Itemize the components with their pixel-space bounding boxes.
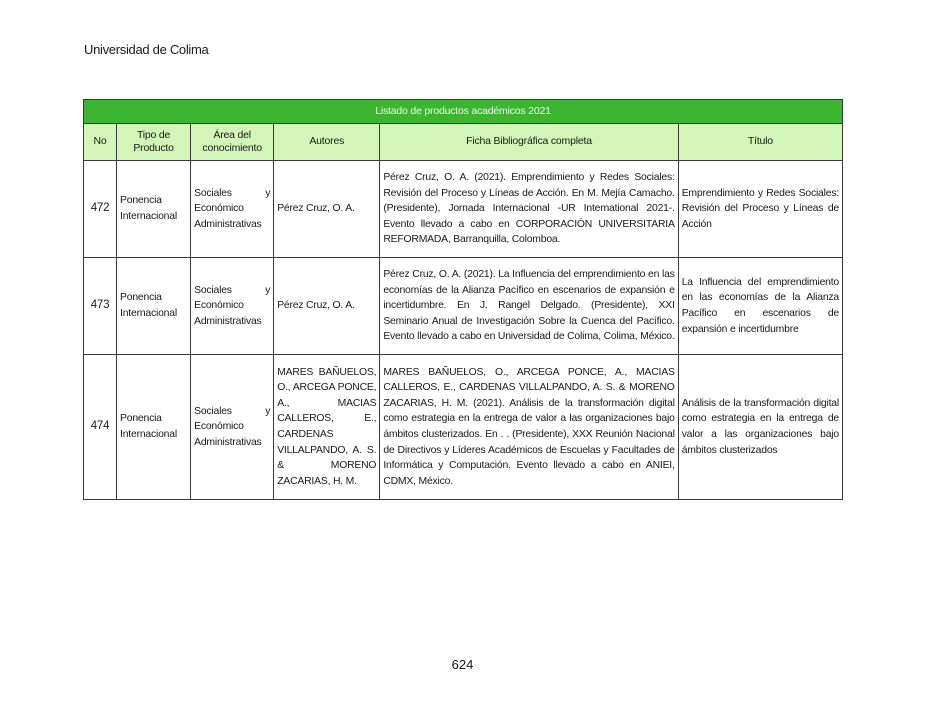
row-ficha: Pérez Cruz, O. A. (2021). La Influencia del emprendimiento en las economías de la Alianza Pacífico en escenarios de expansión e incertidumbre. En J. Rangel Delgado. (Presidente), XXI Seminario Anual de Investigación Sobre la Cuenca del Pacífico. Evento llevado a cabo en Universidad de Colima, Colima, México.: [380, 258, 678, 355]
row-number: 472: [84, 161, 117, 258]
row-autores: MARES BAÑUELOS, O., ARCEGA PONCE, A., MACIAS CALLEROS, E., CARDENAS VILLALPANDO, A. S. & MORENO ZACARIAS, H. M.: [274, 355, 380, 500]
row-titulo: La Influencia del emprendimiento en las economías de la Alianza Pacífico en escenarios de expansión e incertidumbre: [678, 258, 842, 355]
row-tipo: Ponencia Internacional: [117, 258, 191, 355]
table-row: [84, 355, 843, 500]
col-header-no: No: [84, 124, 117, 161]
col-header-autores: Autores: [274, 124, 380, 161]
row-autores: Pérez Cruz, O. A.: [274, 258, 380, 355]
table-row: [84, 258, 843, 355]
column-header-row: [84, 124, 843, 161]
row-ficha: MARES BAÑUELOS, O., ARCEGA PONCE, A., MACIAS CALLEROS, E., CARDENAS VILLALPANDO, A. S. & MORENO ZACARIAS, H. M. (2021). Análisis de la transformación digital como estrategia en la entrega de valor a las organizaciones bajo ámbitos clusterizados. En . . (Presidente), XXX Reunión Nacional de Directivos y Líderes Académicos de Escuelas y Facultades de Informática y Computación. Evento llevado a cabo en ANIEI, CDMX, México.: [380, 355, 678, 500]
row-titulo: Emprendimiento y Redes Sociales: Revisión del Proceso y Líneas de Acción: [678, 161, 842, 258]
col-header-ficha: Ficha Bibliográfica completa: [380, 124, 678, 161]
row-autores: Pérez Cruz, O. A.: [274, 161, 380, 258]
table-title: Listado de productos académicos 2021: [84, 100, 843, 124]
row-number: 473: [84, 258, 117, 355]
col-header-area: Área del conocimiento: [191, 124, 274, 161]
row-tipo: Ponencia Internacional: [117, 355, 191, 500]
col-header-titulo: Título: [678, 124, 842, 161]
table-row: [84, 161, 843, 258]
row-titulo: Análisis de la transformación digital como estrategia en la entrega de valor a las organizaciones bajo ámbitos clusterizados: [678, 355, 842, 500]
table-title-row: [84, 100, 843, 124]
row-area: Sociales y Económico Administrativas: [191, 355, 274, 500]
row-area: Sociales y Económico Administrativas: [191, 258, 274, 355]
institution-header: Universidad de Colima: [84, 42, 209, 57]
products-table: [83, 99, 843, 500]
row-ficha: Pérez Cruz, O. A. (2021). Emprendimiento y Redes Sociales: Revisión del Proceso y Líneas de Acción. En M. Mejía Camacho. (Presidente), Jornada Internacional -UR International 2021-. Evento llevado a cabo en CORPORACIÓN UNIVERSITARIA REFORMADA, Barranquilla, Colomboa.: [380, 161, 678, 258]
row-tipo: Ponencia Internacional: [117, 161, 191, 258]
row-number: 474: [84, 355, 117, 500]
page-number: 624: [451, 657, 474, 672]
row-area: Sociales y Económico Administrativas: [191, 161, 274, 258]
col-header-tipo: Tipo de Producto: [117, 124, 191, 161]
